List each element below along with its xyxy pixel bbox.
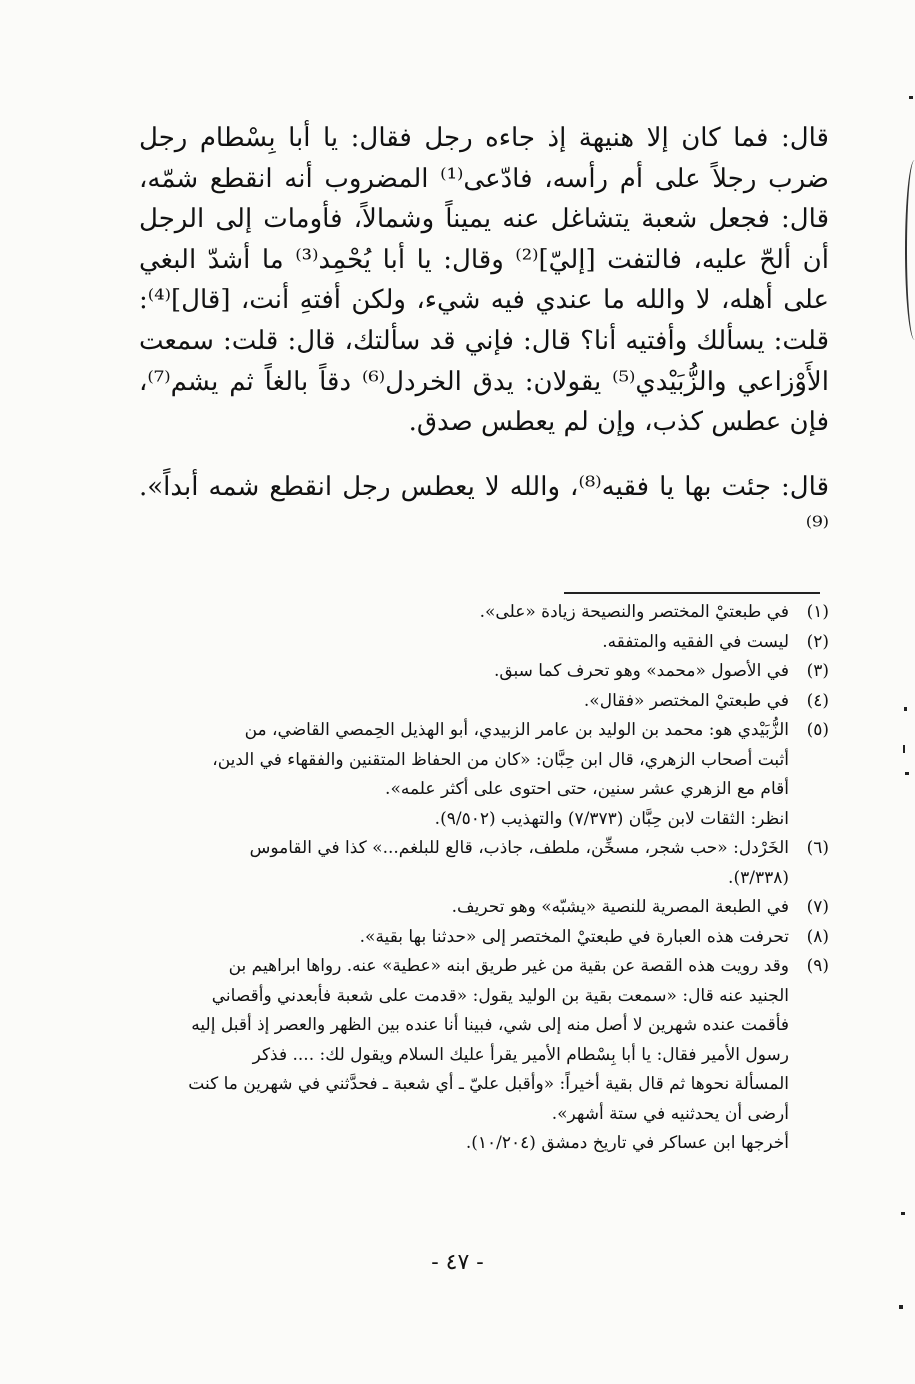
scan-mark <box>901 1212 905 1215</box>
scan-mark <box>905 772 909 775</box>
footnote-4 <box>139 687 829 717</box>
footnote-number: (٦) <box>806 838 829 858</box>
footnote-number: (٩) <box>806 956 829 976</box>
scan-mark <box>903 745 905 753</box>
footnote-number: (٨) <box>806 926 829 947</box>
footnote-line: أرضى أن يحدثنيه في ستة أشهر». <box>551 1103 789 1124</box>
footnote-line: الجنيد عنه قال: «سمعت بقية بن الوليد يقول: «قدمت على شعبة فأبعدني وأقصاني <box>211 985 789 1006</box>
main-text <box>139 118 829 548</box>
footnote-number: (٧) <box>806 897 829 917</box>
footnote-line: رسول الأمير فقال: يا أبا بِسْطام الأمير يقرأ عليك السلام ويقول لك: .... فذكر <box>252 1044 789 1065</box>
scan-mark <box>899 1305 903 1309</box>
footnote-number: (٢) <box>806 631 829 652</box>
main-paragraph-1: قال: فما كان إلا هنيهة إذ جاءه رجل فقال: يا أبا بِسْطام رجل ضرب رجلاً على أم رأسه، فادّعى⁽¹⁾ المضروب أنه انقطع شمّه، قال: فجعل شعبة يتشاغل عنه يميناً وشمالاً، فأومات إلى الرجل أن ألحّ عليه، فالتفت [إليّ]⁽²⁾ وقال: يا أبا يُحْمِد⁽³⁾ ما أشدّ البغي على أهله، لا والله ما عندي فيه شيء، ولكن أفتهِ أنت، [قال]⁽⁴⁾: قلت: يسألك وأفتيه أنا؟ قال: فإني قد سألتك، قال: قلت: سمعت الأَوْزاعي والزُّبَيْدي⁽⁵⁾ يقولان: يدق الخردل⁽⁶⁾ دقاً بالغاً ثم يشم⁽⁷⁾، فإن عطس كذب، وإن لم يعطس صدق. <box>139 123 830 438</box>
footnote-line: في الأصول «محمد» وهو تحرف كما سبق. <box>493 661 789 681</box>
main-paragraph-2: قال: جئت بها يا فقيه⁽⁸⁾، والله لا يعطس رجل انقطع شمه أبداً». ⁽⁹⁾ <box>139 471 829 543</box>
footnote-line: الزُّبَيْدي هو: محمد بن الوليد بن عامر الزبيدي، أبو الهذيل الحِمصي القاضي، من <box>244 720 789 740</box>
footnote-line: فأقمت عنده شهرين لا أصل منه إلى شي، فبينا أنا عنده بين الظهر والعصر إذ أقبل إليه <box>191 1015 789 1035</box>
footnote-line: المسألة نحوها ثم قال بقية أخيراً: «وأقبل عليّ ـ أي شعبة ـ فحدَّثني في شهرين ما كنت <box>188 1074 789 1094</box>
footnote-line: (٣/٣٣٨). <box>728 867 789 888</box>
page-number: - ٤٧ - <box>431 1250 484 1275</box>
footnote-line: الخَرْدل: «حب شجر، مسخِّن، ملطف، جاذب، قالع للبلغم...» كذا في القاموس <box>249 838 789 858</box>
footnote-line: في طبعتيْ المختصر «فقال». <box>583 690 789 711</box>
footnote-line: في طبعتيْ المختصر والنصيحة زيادة «على». <box>479 602 789 622</box>
scan-edge-curve <box>905 160 915 340</box>
footnote-number: (١) <box>806 602 829 622</box>
footnote-line: انظر: الثقات لابن حِبَّان (٧/٣٧٣) والتهذيب (٩/٥٠٢). <box>434 808 789 829</box>
footnote-line: في الطبعة المصرية للنصية «يشبّه» وهو تحريف. <box>451 897 789 917</box>
footnote-number: (٤) <box>806 690 829 711</box>
footnote-line: أقام مع الزهري عشر سنين، حتى احتوى على أكثر علمه». <box>385 779 789 799</box>
footnote-line: وقد رويت هذه القصة عن بقية من غير طريق ابنه «عطية» عنه. رواها ابراهيم بن <box>228 956 789 976</box>
footnote-number: (٥) <box>806 720 829 740</box>
footnote-8 <box>139 923 829 953</box>
footnote-line: أخرجها ابن عساكر في تاريخ دمشق (١٠/٢٠٤). <box>465 1133 789 1153</box>
footnote-6 <box>139 834 829 893</box>
footnote-number: (٣) <box>806 661 829 681</box>
footnotes <box>139 598 829 1159</box>
scan-mark <box>909 96 913 99</box>
footnote-3 <box>139 657 829 687</box>
footnote-9 <box>139 952 829 1159</box>
footnote-5 <box>139 716 829 834</box>
footnote-separator <box>564 592 820 594</box>
scan-mark <box>904 707 907 711</box>
footnote-7 <box>139 893 829 923</box>
footnote-line: تحرفت هذه العبارة في طبعتيْ المختصر إلى «حدثنا بها بقية». <box>359 926 789 947</box>
footnote-1 <box>139 598 829 628</box>
footnote-line: ليست في الفقيه والمتفقه. <box>602 631 789 652</box>
footnote-line: أثبت أصحاب الزهري، قال ابن حِبَّان: «كان من الحفاظ المتقنين والفقهاء في الدين، <box>212 749 789 770</box>
footnote-2 <box>139 628 829 658</box>
